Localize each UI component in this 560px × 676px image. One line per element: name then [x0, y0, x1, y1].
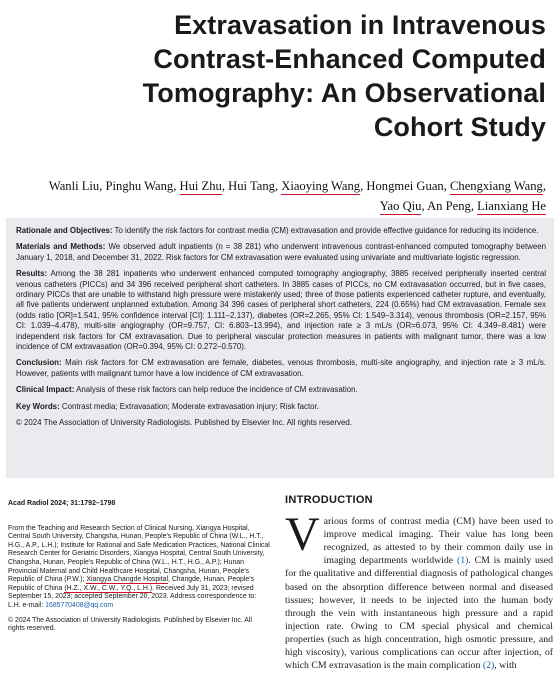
introduction-section — [285, 494, 553, 672]
abstract-keywords — [16, 402, 546, 412]
title-line-3: Tomography: An Observational — [142, 78, 546, 108]
author-list — [6, 176, 546, 216]
affiliations-text-2: , Changde, Hunan, People's Republic of China — [8, 576, 254, 592]
conclusion-label: Conclusion: — [16, 358, 62, 368]
title-line-4: Cohort Study — [373, 112, 546, 142]
footer-copyright: © 2024 The Association of University Radiologists. Published by Elsevier Inc. All rights reserved. — [8, 616, 252, 633]
journal-citation: Acad Radiol 2024; 31:1792–1798 — [8, 500, 116, 507]
affiliations-text-3: . Received July 31, 2023; revised September 15, 2023; accepted September 20, 2023. Address correspondence to: L.H. e-mail: — [8, 584, 257, 609]
results-text: Among the 38 281 inpatients who underwent enhanced computed tomography angiography, 3885 received peripherally inserted central venous catheters (PICCs) and 34 396 received peripheral short catheters. In 3885 cases of PICCs, no CM extravasation occurred, but in five cases, ordinary PICCs that are unable to withstand high pressure were mistakenly used; three of those patients experienced catheter rupture, and eventually, all five patients underwent unplanned extubation. Among 34 396 cases of peripheral short catheters, 224 (0.65%) had CM extravasation. Female sex (odds ratio [OR]=1.541, 95% confidence interval [CI]: 1.111–2.137), diabetes (OR=2.265, 95% CI: 1.549–3.314), venous thrombosis (OR=2.157, 95% CI: 1.039–4.478), multi-site angiography (OR=9.757, CI: 6.803–13.994), and injection rate ≥ 3 mL/s (OR=6.073, 95% CI: 4.349–8.481) were independent risk factors for CM extravasation. Due to peripheral vascular protection measures in patients with malignant tumor, there was a low incidence of CM extravasation (OR=0.394, 95% CI: 0.272–0.570). — [16, 269, 546, 352]
title-line-1: Extravasation in Intravenous — [174, 10, 546, 40]
abstract-objectives — [16, 226, 546, 236]
abstract-methods — [16, 242, 546, 263]
affiliation-underlined-initials: (H.Z., X.W., C.W., Y.Q., L.H.) — [64, 584, 153, 592]
keywords-text: Contrast media; Extravasation; Moderate extravasation injury; Risk factor. — [61, 401, 319, 411]
impact-text: Analysis of these risk factors can help reduce the incidence of CM extravasation. — [76, 385, 358, 395]
conclusion-text: Main risk factors for CM extravasation are female, diabetes, venous thrombosis, multi-site angiography, and injection rate ≥ 3 mL/s. However, patients with malignant tumor have a low incidence of CM extravasation. — [16, 358, 546, 378]
author-name: Hui Tang — [228, 179, 275, 193]
abstract-results — [16, 269, 546, 352]
author-name: Pinghu Wang — [105, 179, 174, 193]
correspondence-email-link[interactable]: 1685770408@qq.com — [45, 601, 114, 609]
affiliation-underlined: Xiangya Changde Hospital — [86, 576, 168, 584]
abstract-box — [6, 218, 554, 478]
author-line-2: Yao Qiu, An Peng, Lianxiang He — [379, 199, 546, 213]
drop-cap: V — [285, 508, 320, 562]
abstract-conclusion — [16, 358, 546, 379]
reference-link-2[interactable]: (2) — [482, 660, 495, 672]
introduction-body — [285, 508, 553, 672]
author-name: Hui Zhu — [179, 179, 222, 193]
author-name: An Peng — [427, 199, 471, 213]
title-line-2: Contrast-Enhanced Computed — [153, 44, 546, 74]
abstract-copyright: © 2024 The Association of University Radiologists. Published by Elsevier Inc. All rights reserved. — [16, 418, 352, 428]
affiliations-text-1: From the Teaching and Research Section of Clinical Nursing, Xiangya Hospital, Central South University, Changsha, Hunan, People's Republic of China (W.L., H.T., H.G., A.P., L.H.); Institute for Rational and Safe Medication Practices, National Clinical Research Center for Geriatric Disorders, Xiangya Hospital, Central South University, Changsha, Hunan, People's Republic of China (W.L., H.T., H.G., A.P.); Hunan Provincial Maternal and Child Healthcare Hospital, Changsha, Hunan, People's Republic of China (P.W.); — [8, 524, 270, 584]
reference-link-1[interactable]: (1) — [456, 555, 469, 567]
author-name: Yao Qiu — [379, 199, 422, 213]
impact-label: Clinical Impact: — [16, 385, 75, 395]
article-title — [26, 8, 546, 144]
introduction-heading: INTRODUCTION — [285, 494, 373, 506]
affiliations — [8, 525, 270, 611]
author-name: Hongmei Guan — [366, 179, 444, 193]
author-line-1: Wanli Liu, Pinghu Wang, Hui Zhu, Hui Tang, Xiaoying Wang, Hongmei Guan, Chengxiang Wang, — [48, 179, 546, 193]
intro-text-2: . CM is mainly used for the qualitative and differential diagnosis of pathological changes based on the absorption difference between normal and diseased tissues; however, it needs to be injected into the human body through the vein with instantaneous high pressure and a rapid injection rate. Owing to CM special physical and chemical properties (such as high concentration, high osmotic pressure, and high viscosity), various complications can occur after injection, of which CM extravasation is the main complication — [285, 555, 553, 672]
methods-text: We observed adult inpatients (n = 38 281) who underwent intravenous contrast-enhanced computed tomography between January 1, 2018, and December 31, 2022. Risk factors for CM extravasation were evaluated using univariate and multivariate logistic regression. — [16, 242, 547, 262]
abstract-impact — [16, 385, 546, 395]
objectives-label: Rationale and Objectives: — [16, 226, 113, 235]
objectives-text: To identify the risk factors for contrast media (CM) extravasation and provide effective guidance for reducing its incidence. — [114, 226, 539, 235]
article-info-column — [8, 500, 270, 634]
intro-text-3: , with — [494, 660, 517, 672]
author-name: Wanli Liu — [48, 179, 100, 193]
author-name: Chengxiang Wang — [450, 179, 543, 193]
keywords-label: Key Words: — [16, 401, 60, 411]
author-name: Xiaoying Wang — [281, 179, 361, 193]
methods-label: Materials and Methods: — [16, 242, 106, 252]
intro-text-1: arious forms of contrast media (CM) have been used to improve medical imaging. Their value has long been recognized, as attested to by their common daily use in imaging departments worldwide — [323, 516, 553, 567]
results-label: Results: — [16, 269, 48, 279]
author-name: Lianxiang He — [477, 199, 546, 213]
